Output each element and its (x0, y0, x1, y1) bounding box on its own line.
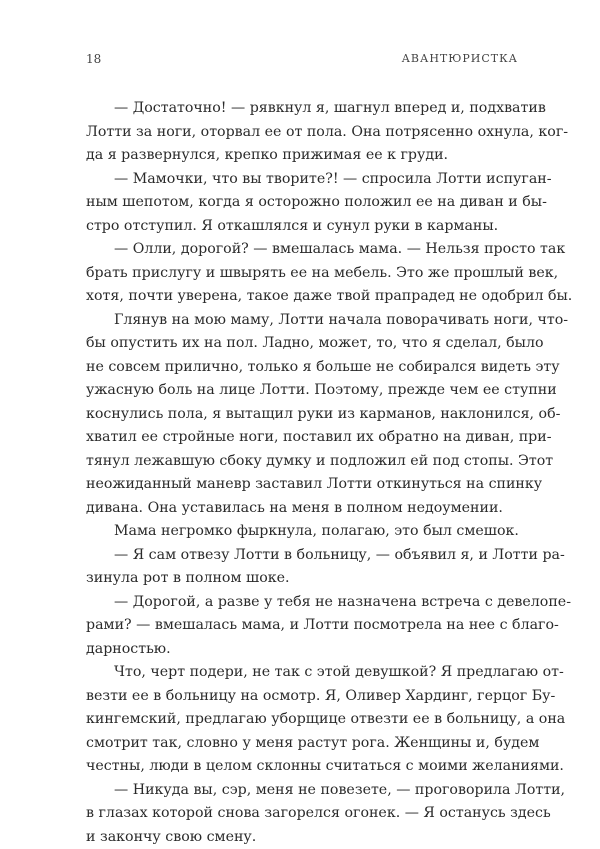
text-line: ужасную боль на лице Лотти. Поэтому, прежде чем ее ступни (86, 379, 518, 403)
text-line: — Дорогой, а разве у тебя не назначена встреча с девелопе- (86, 591, 518, 615)
text-line: — Мамочки, что вы творите?! — спросила Лотти испуган- (86, 168, 518, 192)
text-line: везти ее в больницу на осмотр. Я, Оливер Хардинг, герцог Бу- (86, 685, 518, 709)
text-line: да я развернулся, крепко прижимая ее к груди. (86, 144, 518, 168)
page-number: 18 (86, 52, 101, 66)
text-line: Мама негромко фыркнула, полагаю, это был смешок. (86, 520, 518, 544)
text-line: и закончу свою смену. (86, 826, 518, 849)
text-line: кингемский, предлагаю уборщице отвезти ее в больницу, а она (86, 708, 518, 732)
text-line: честны, люди в целом склонны считаться с моими желаниями. (86, 755, 518, 779)
text-line: зинула рот в полном шоке. (86, 567, 518, 591)
text-line: брать прислугу и швырять ее на мебель. Это же прошлый век, (86, 262, 518, 286)
page-header (86, 52, 518, 72)
text-line: хватил ее стройные ноги, поставил их обратно на диван, при- (86, 426, 518, 450)
text-line: — Я сам отвезу Лотти в больницу, — объявил я, и Лотти ра- (86, 544, 518, 568)
text-line: дарностью. (86, 638, 518, 662)
text-line: дивана. Она уставилась на меня в полном недоумении. (86, 497, 518, 521)
text-line: ным шепотом, когда я осторожно положил ее на диван и бы- (86, 191, 518, 215)
text-line: — Никуда вы, сэр, меня не повезете, — проговорила Лотти, (86, 779, 518, 803)
text-line: Глянув на мою маму, Лотти начала поворачивать ноги, что- (86, 309, 518, 333)
body-text (86, 97, 518, 849)
text-line: рами? — вмешалась мама, и Лотти посмотрела на нее с благо- (86, 614, 518, 638)
text-line: в глазах которой снова загорелся огонек. — Я останусь здесь (86, 802, 518, 826)
text-line: стро отступил. Я откашлялся и сунул руки в карманы. (86, 215, 518, 239)
text-line: Лотти за ноги, оторвал ее от пола. Она потрясенно охнула, ког- (86, 121, 518, 145)
text-line: коснулись пола, я вытащил руки из карманов, наклонился, об- (86, 403, 518, 427)
text-line: хотя, почти уверена, такое даже твой прапрадед не одобрил бы. (86, 285, 518, 309)
text-line: — Олли, дорогой? — вмешалась мама. — Нельзя просто так (86, 238, 518, 262)
text-line: неожиданный маневр заставил Лотти откинуться на спинку (86, 473, 518, 497)
running-title: АВАНТЮРИСТКА (402, 52, 518, 65)
text-line: не совсем прилично, только я больше не собирался видеть эту (86, 356, 518, 380)
text-line: смотрит так, словно у меня растут рога. Женщины и, будем (86, 732, 518, 756)
text-line: Что, черт подери, не так с этой девушкой? Я предлагаю от- (86, 661, 518, 685)
text-line: — Достаточно! — рявкнул я, шагнул вперед и, подхватив (86, 97, 518, 121)
text-line: бы опустить их на пол. Ладно, может, то, что я сделал, было (86, 332, 518, 356)
text-line: тянул лежавшую сбоку думку и подложил ей под стопы. Этот (86, 450, 518, 474)
